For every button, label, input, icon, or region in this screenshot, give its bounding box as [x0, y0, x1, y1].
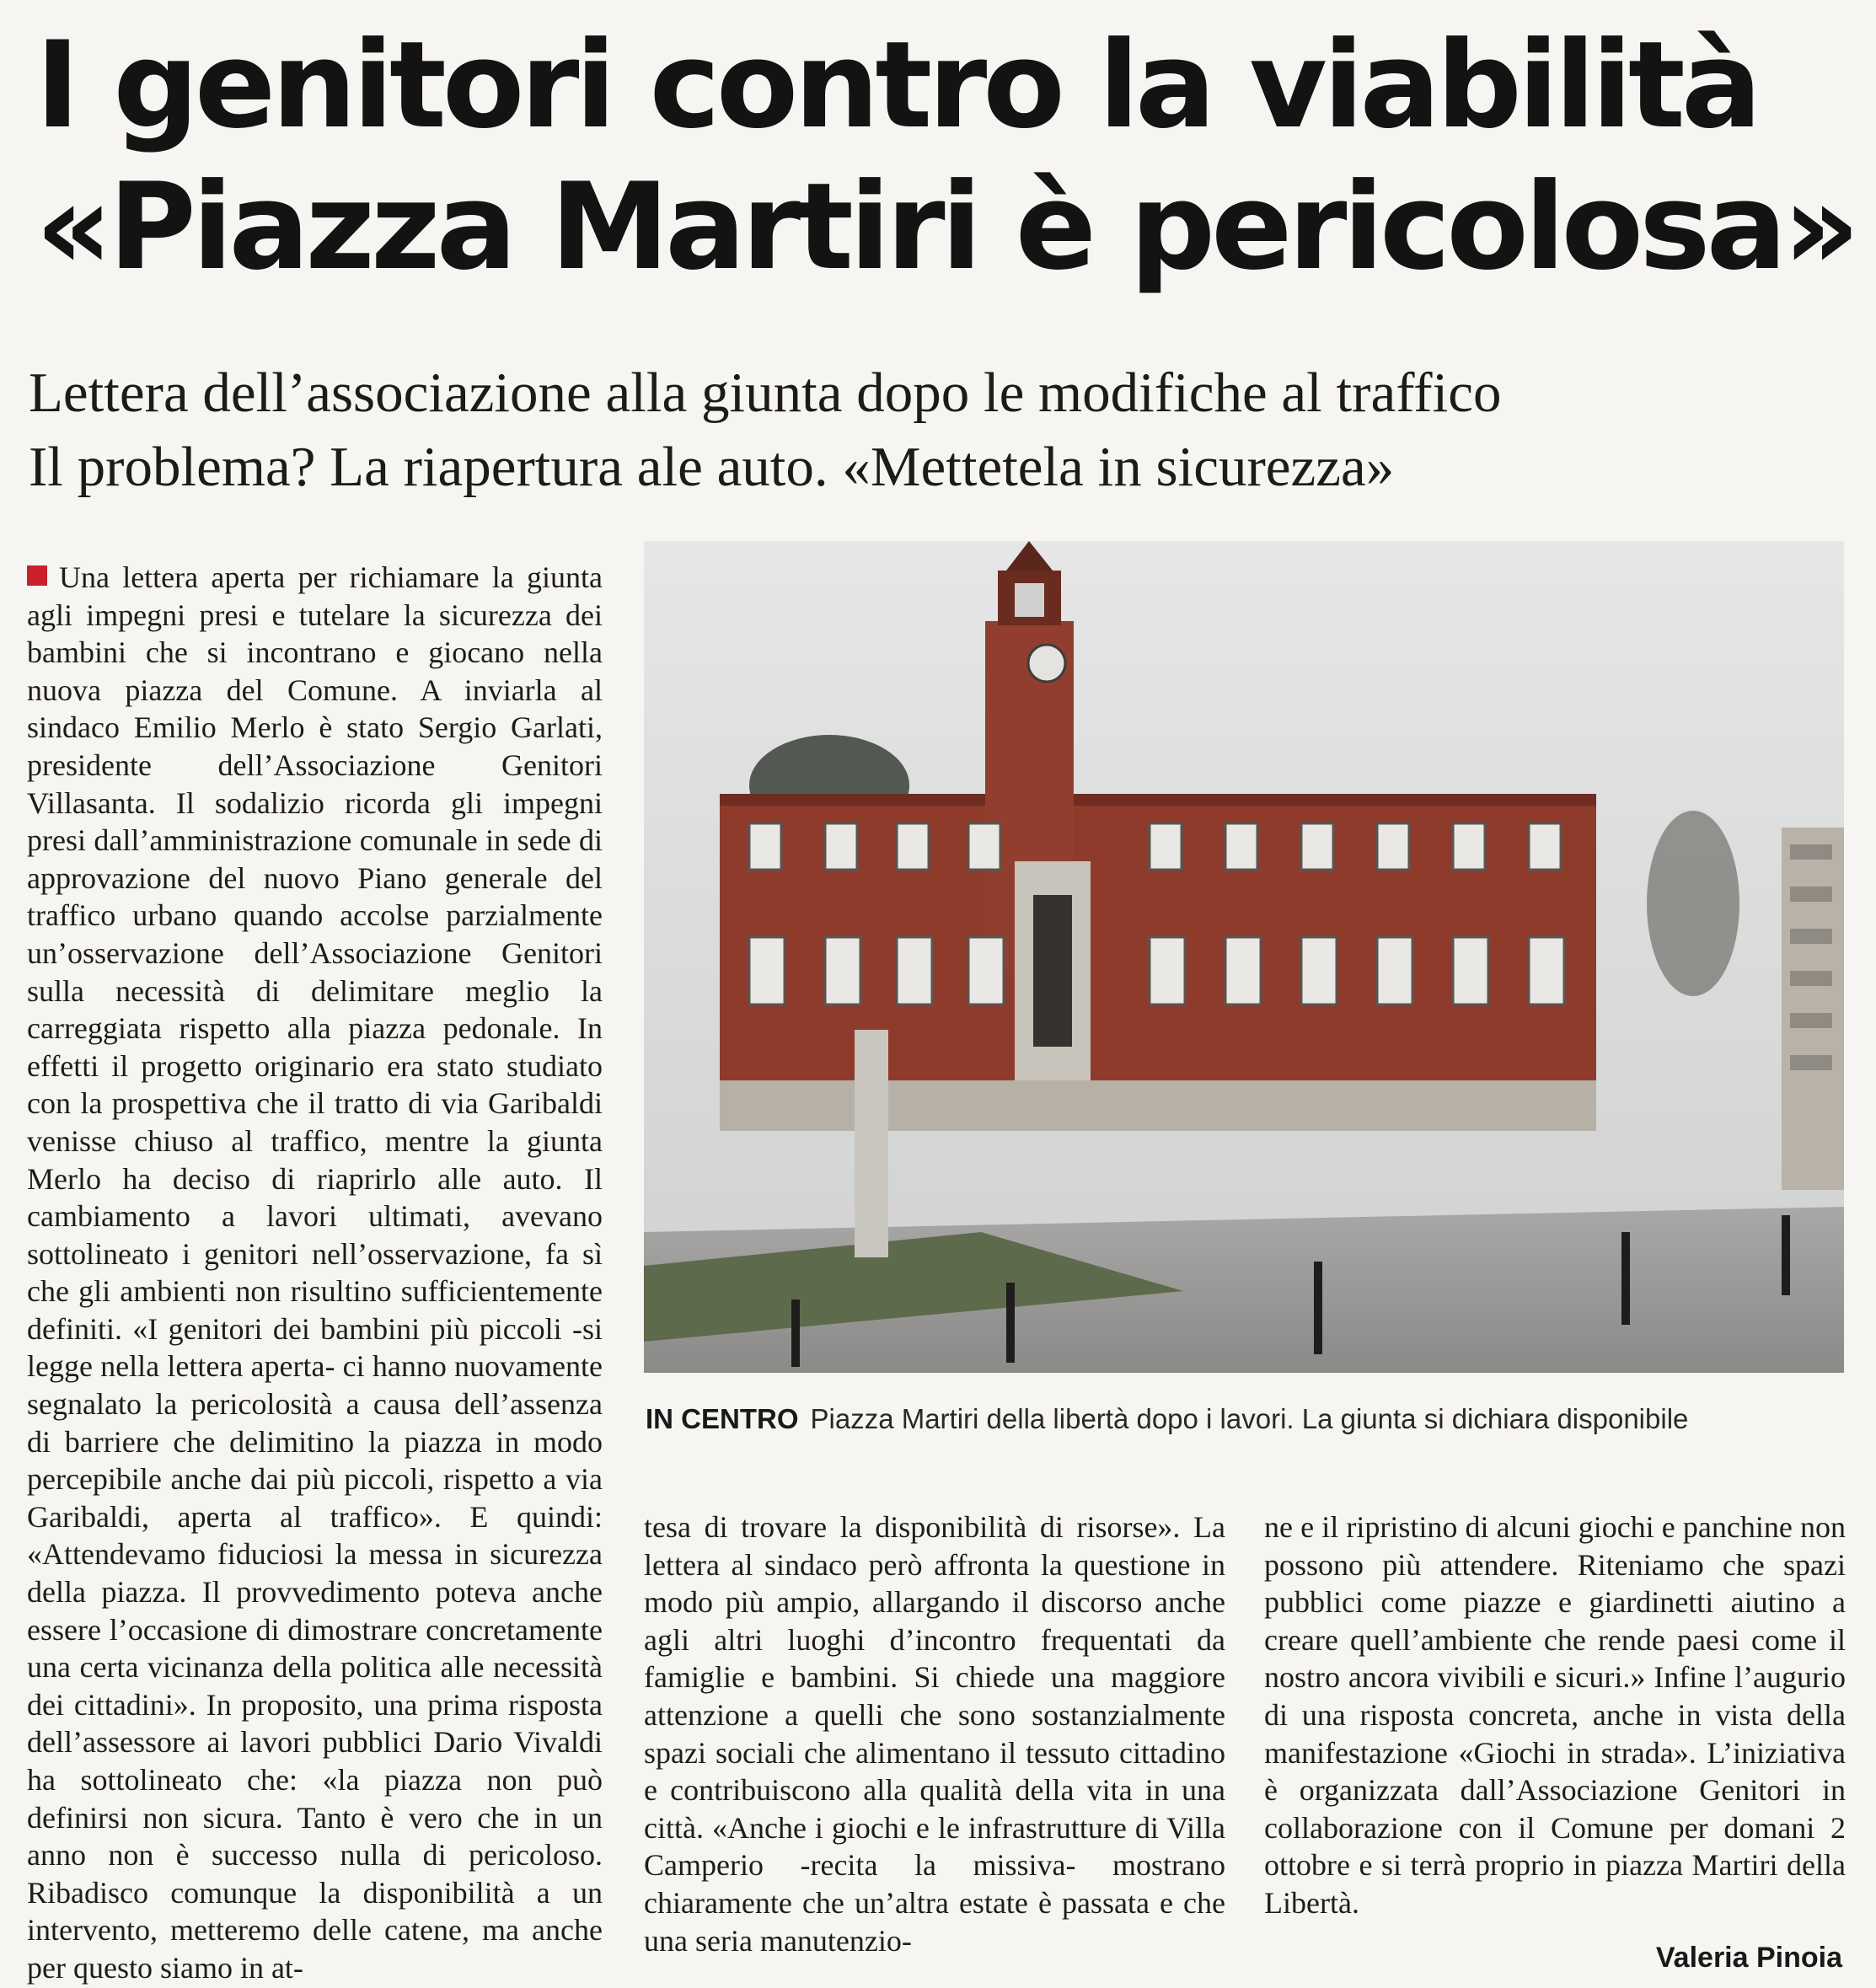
article-column-1 — [27, 559, 603, 1987]
headline-line-2: «Piazza Martiri è pericolosa» — [35, 158, 1857, 297]
caption-text: Piazza Martiri della libertà dopo i lavori. La giunta si dichiara disponibile — [810, 1403, 1689, 1434]
caption-lead: IN CENTRO — [646, 1403, 799, 1434]
headline — [35, 15, 1857, 298]
column-2-text: tesa di trovare la disponibilità di risorse». La lettera al sindaco però affronta la questione in modo più ampio, allargando il discorso anche agli altri luoghi d’incontro frequentati da famiglie e bambini. Si chiede una maggiore attenzione a quelli che sono sostanzialmente spazi sociali che alimentano il tessuto cittadino e contribuiscono alla qualità della vita in una città. «Anche i giochi e le infrastrutture di Villa Camperio -recita la missiva- mostrano chiaramente che un’altra estate è passata e che una seria manutenzio- — [644, 1510, 1225, 1958]
subheadline-line-2: Il problema? La riapertura ale auto. «Mettetela in sicurezza» — [29, 436, 1395, 498]
subheadline — [29, 356, 1849, 504]
photo-caption — [646, 1401, 1851, 1438]
column-1-text: Una lettera aperta per richiamare la giunta agli impegni presi e tutelare la sicurezza dei bambini che si incontrano e giocano nella nuova piazza del Comune. A inviarla al sindaco Emilio Merlo è stato Sergio Garlati, presidente dell’Associazione Genitori Villasanta. Il sodalizio ricorda gli impegni presi dall’amministrazione comunale in sede di approvazione del nuovo Piano generale del traffico urbano quando accolse parzialmente un’osservazione dell’Associazione Genitori sulla necessità di delimitare meglio la carreggiata rispetto alla piazza pedonale. In effetti il progetto originario era stato studiato con la prospettiva che il tratto di via Garibaldi venisse chiuso al traffico, mentre la giunta Merlo ha deciso di riaprirlo alle auto. Il cambiamento a lavori ultimati, avevano sottolineato i genitori nell’osservazione, fa sì che gli ambienti non risultino sufficientemente definiti. «I genitori dei bambini più piccoli -si legge nella lettera aperta- ci hanno nuovamente segnalato la pericolosità a causa dell’assenza di barriere che delimitino la piazza in modo percepibile anche dai più piccoli, rispetto a via Garibaldi, aperta al traffico». E quindi: «Attendevamo fiduciosi la messa in sicurezza della piazza. Il provvedimento poteva anche essere l’occasione di dimostrare concretamente una certa vicinanza della politica alle necessità dei cittadini». In proposito, una prima risposta dell’assessore ai lavori pubblici Dario Vivaldi ha sottolineato che: «la piazza non può definirsi non sicura. Tanto è vero che in un anno non è successo nulla di pericoloso. Ribadisco comunque la disponibilità a un intervento, metteremo delle catene, ma anche per questo siamo in at- — [27, 560, 603, 1985]
town-hall-illustration — [644, 541, 1844, 1373]
article-column-3 — [1264, 1508, 1846, 1922]
red-square-bullet-icon — [27, 565, 47, 586]
article-column-2 — [644, 1508, 1225, 1959]
headline-line-1: I genitori contro la viabilità — [35, 16, 1758, 155]
byline: Valeria Pinoia — [1655, 1942, 1842, 1974]
town-hall-photo — [644, 541, 1844, 1373]
subheadline-line-1: Lettera dell’associazione alla giunta dopo le modifiche al traffico — [29, 362, 1502, 424]
column-3-text: ne e il ripristino di alcuni giochi e panchine non possono più attendere. Riteniamo che spazi pubblici come piazze e giardinetti aiutino a creare quell’ambiente che rende paesi come il nostro ancora vivibili e sicuri.» Infine l’augurio di una risposta concreta, anche in vista della manifestazione «Giochi in strada». L’iniziativa è organizzata dall’Associazione Genitori in collaborazione con il Comune per domani 2 ottobre e si terrà proprio in piazza Martiri della Libertà. — [1264, 1510, 1846, 1920]
